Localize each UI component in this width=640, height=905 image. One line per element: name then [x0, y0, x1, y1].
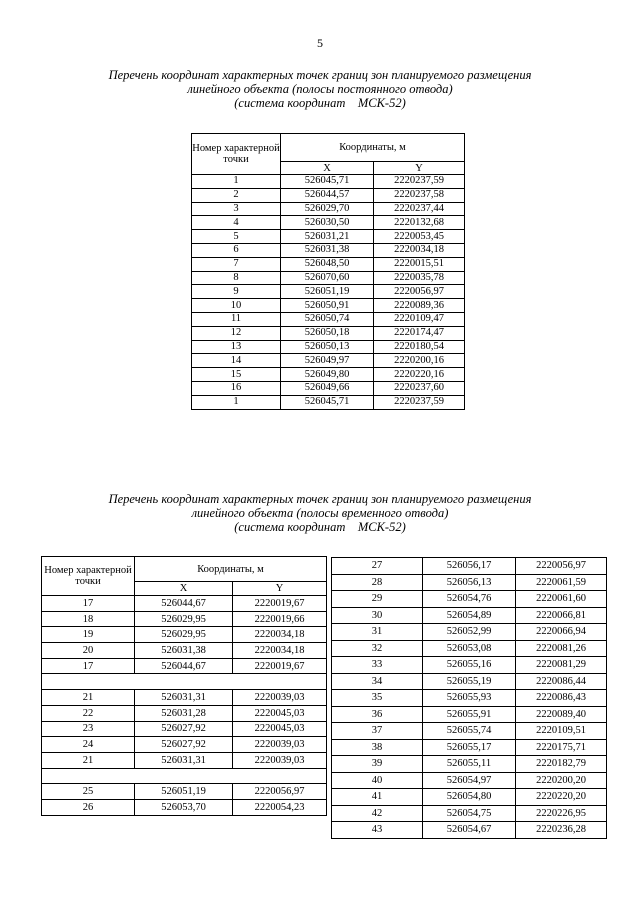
x-cell: 526056,17 — [423, 558, 516, 575]
table-body — [332, 558, 607, 839]
page-number: 5 — [317, 36, 323, 50]
y-cell: 2220066,81 — [516, 607, 607, 624]
x-cell: 526054,75 — [423, 805, 516, 822]
table-row — [332, 591, 607, 608]
y-cell: 2220175,71 — [516, 739, 607, 756]
table-row — [332, 789, 607, 806]
y-cell: 2220089,36 — [374, 299, 465, 313]
header-y: Y — [233, 582, 327, 596]
table-row — [42, 596, 327, 612]
x-cell: 526031,38 — [281, 243, 374, 257]
y-cell: 2220081,26 — [516, 640, 607, 657]
table-row — [42, 721, 327, 737]
point-number-cell: 4 — [192, 216, 281, 230]
table-row — [42, 611, 327, 627]
point-number-cell: 1 — [192, 395, 281, 409]
x-cell: 526027,92 — [135, 737, 233, 753]
table-row — [192, 188, 465, 202]
point-number-cell: 19 — [42, 627, 135, 643]
point-number-cell: 16 — [192, 381, 281, 395]
x-cell: 526048,50 — [281, 257, 374, 271]
table-row — [332, 690, 607, 707]
x-cell: 526031,31 — [135, 752, 233, 768]
point-number-cell: 30 — [332, 607, 423, 624]
x-cell: 526031,31 — [135, 690, 233, 706]
y-cell: 2220045,03 — [233, 721, 327, 737]
y-cell: 2220089,40 — [516, 706, 607, 723]
y-cell: 2220237,44 — [374, 202, 465, 216]
x-cell: 526049,66 — [281, 381, 374, 395]
y-cell: 2220056,97 — [374, 285, 465, 299]
table-row — [42, 784, 327, 800]
y-cell: 2220174,47 — [374, 326, 465, 340]
table-row — [192, 340, 465, 354]
heading-line: Перечень координат характерных точек границ зон планируемого размещения — [108, 492, 532, 506]
y-cell: 2220237,59 — [374, 395, 465, 409]
y-cell: 2220237,60 — [374, 381, 465, 395]
table-row — [192, 354, 465, 368]
y-cell: 2220220,20 — [516, 789, 607, 806]
table-row — [42, 690, 327, 706]
y-cell: 2220182,79 — [516, 756, 607, 773]
point-number-cell: 32 — [332, 640, 423, 657]
header-x: X — [135, 582, 233, 596]
x-cell: 526027,92 — [135, 721, 233, 737]
table-row — [332, 822, 607, 839]
header-coords: Координаты, м — [135, 557, 327, 582]
y-cell: 2220180,54 — [374, 340, 465, 354]
table-row — [42, 658, 327, 674]
table-row — [42, 705, 327, 721]
point-number-cell: 43 — [332, 822, 423, 839]
table-row — [42, 674, 327, 690]
y-cell: 2220019,66 — [233, 611, 327, 627]
y-cell: 2220056,97 — [516, 558, 607, 575]
table-row — [332, 756, 607, 773]
x-cell: 526050,18 — [281, 326, 374, 340]
y-cell: 2220039,03 — [233, 690, 327, 706]
y-cell: 2220053,45 — [374, 230, 465, 244]
point-number-cell: 41 — [332, 789, 423, 806]
table-row — [192, 285, 465, 299]
point-number-cell: 2 — [192, 188, 281, 202]
table-row — [192, 395, 465, 409]
table-row — [332, 657, 607, 674]
y-cell: 2220200,16 — [374, 354, 465, 368]
heading-line: (система координат МСК-52) — [234, 520, 406, 534]
x-cell: 526053,08 — [423, 640, 516, 657]
y-cell: 2220237,58 — [374, 188, 465, 202]
x-cell: 526050,74 — [281, 312, 374, 326]
point-number-cell: 10 — [192, 299, 281, 313]
table-row — [332, 673, 607, 690]
point-number-cell: 6 — [192, 243, 281, 257]
x-cell: 526050,91 — [281, 299, 374, 313]
point-number-cell: 27 — [332, 558, 423, 575]
table-row — [192, 312, 465, 326]
table-row — [42, 768, 327, 784]
y-cell: 2220039,03 — [233, 752, 327, 768]
point-number-cell: 31 — [332, 624, 423, 641]
y-cell: 2220019,67 — [233, 596, 327, 612]
x-cell: 526050,13 — [281, 340, 374, 354]
table-row — [332, 723, 607, 740]
point-number-cell: 13 — [192, 340, 281, 354]
table-row — [192, 368, 465, 382]
point-number-cell: 37 — [332, 723, 423, 740]
point-number-cell: 29 — [332, 591, 423, 608]
y-cell: 2220056,97 — [233, 784, 327, 800]
point-number-cell: 23 — [42, 721, 135, 737]
point-number-cell: 15 — [192, 368, 281, 382]
y-cell: 2220237,59 — [374, 175, 465, 189]
x-cell: 526055,93 — [423, 690, 516, 707]
separator-cell — [42, 674, 327, 690]
y-cell: 2220015,51 — [374, 257, 465, 271]
point-number-cell: 40 — [332, 772, 423, 789]
table-row — [42, 737, 327, 753]
x-cell: 526055,17 — [423, 739, 516, 756]
x-cell: 526054,80 — [423, 789, 516, 806]
x-cell: 526055,16 — [423, 657, 516, 674]
x-cell: 526049,80 — [281, 368, 374, 382]
table-row — [192, 230, 465, 244]
y-cell: 2220034,18 — [233, 627, 327, 643]
x-cell: 526029,70 — [281, 202, 374, 216]
heading-line: линейного объекта (полосы временного отвода) — [191, 506, 449, 520]
table-row — [42, 643, 327, 659]
x-cell: 526070,60 — [281, 271, 374, 285]
point-number-cell: 14 — [192, 354, 281, 368]
heading-line: Перечень координат характерных точек границ зон планируемого размещения — [108, 68, 532, 82]
y-cell: 2220066,94 — [516, 624, 607, 641]
table-row — [192, 326, 465, 340]
table-row — [42, 752, 327, 768]
y-cell: 2220034,18 — [233, 643, 327, 659]
header-point-number: Номер характерной точки — [42, 557, 135, 596]
y-cell: 2220034,18 — [374, 243, 465, 257]
table-row — [332, 574, 607, 591]
table-row — [332, 739, 607, 756]
x-cell: 526053,70 — [135, 799, 233, 815]
table-body — [192, 175, 465, 410]
header-x: X — [281, 162, 374, 175]
x-cell: 526045,71 — [281, 175, 374, 189]
table-row — [332, 772, 607, 789]
point-number-cell: 11 — [192, 312, 281, 326]
table-row — [192, 271, 465, 285]
x-cell: 526054,89 — [423, 607, 516, 624]
y-cell: 2220086,43 — [516, 690, 607, 707]
point-number-cell: 12 — [192, 326, 281, 340]
point-number-cell: 20 — [42, 643, 135, 659]
point-number-cell: 39 — [332, 756, 423, 773]
y-cell: 2220226,95 — [516, 805, 607, 822]
table-row — [332, 607, 607, 624]
point-number-cell: 22 — [42, 705, 135, 721]
x-cell: 526054,67 — [423, 822, 516, 839]
table-row — [332, 706, 607, 723]
point-number-cell: 17 — [42, 596, 135, 612]
header-point-number: Номер характерной точки — [192, 134, 281, 175]
heading-permanent — [0, 68, 640, 110]
point-number-cell: 36 — [332, 706, 423, 723]
table-row — [192, 243, 465, 257]
x-cell: 526044,57 — [281, 188, 374, 202]
separator-cell — [42, 768, 327, 784]
heading-line: линейного объекта (полосы постоянного отвода) — [187, 82, 453, 96]
x-cell: 526029,95 — [135, 611, 233, 627]
point-number-cell: 18 — [42, 611, 135, 627]
point-number-cell: 9 — [192, 285, 281, 299]
point-number-cell: 35 — [332, 690, 423, 707]
point-number-cell: 5 — [192, 230, 281, 244]
y-cell: 2220220,16 — [374, 368, 465, 382]
point-number-cell: 38 — [332, 739, 423, 756]
point-number-cell: 3 — [192, 202, 281, 216]
x-cell: 526055,19 — [423, 673, 516, 690]
coords-table-temporary-left — [41, 556, 327, 816]
table-row — [42, 799, 327, 815]
y-cell: 2220109,51 — [516, 723, 607, 740]
x-cell: 526055,11 — [423, 756, 516, 773]
point-number-cell: 17 — [42, 658, 135, 674]
table-body — [42, 596, 327, 816]
y-cell: 2220039,03 — [233, 737, 327, 753]
x-cell: 526031,21 — [281, 230, 374, 244]
table-row — [192, 175, 465, 189]
y-cell: 2220086,44 — [516, 673, 607, 690]
table-row — [192, 216, 465, 230]
point-number-cell: 33 — [332, 657, 423, 674]
coords-table-permanent — [191, 133, 465, 410]
table-row — [192, 202, 465, 216]
y-cell: 2220019,67 — [233, 658, 327, 674]
y-cell: 2220054,23 — [233, 799, 327, 815]
point-number-cell: 25 — [42, 784, 135, 800]
y-cell: 2220109,47 — [374, 312, 465, 326]
x-cell: 526045,71 — [281, 395, 374, 409]
y-cell: 2220061,59 — [516, 574, 607, 591]
x-cell: 526051,19 — [135, 784, 233, 800]
table-row — [332, 805, 607, 822]
table-row — [192, 381, 465, 395]
point-number-cell: 21 — [42, 690, 135, 706]
x-cell: 526049,97 — [281, 354, 374, 368]
coords-table-temporary-right — [331, 557, 607, 839]
x-cell: 526051,19 — [281, 285, 374, 299]
y-cell: 2220035,78 — [374, 271, 465, 285]
table-row — [332, 558, 607, 575]
x-cell: 526031,38 — [135, 643, 233, 659]
point-number-cell: 7 — [192, 257, 281, 271]
point-number-cell: 21 — [42, 752, 135, 768]
point-number-cell: 24 — [42, 737, 135, 753]
y-cell: 2220200,20 — [516, 772, 607, 789]
y-cell: 2220236,28 — [516, 822, 607, 839]
y-cell: 2220132,68 — [374, 216, 465, 230]
x-cell: 526031,28 — [135, 705, 233, 721]
x-cell: 526056,13 — [423, 574, 516, 591]
point-number-cell: 26 — [42, 799, 135, 815]
x-cell: 526029,95 — [135, 627, 233, 643]
point-number-cell: 42 — [332, 805, 423, 822]
table-row — [332, 624, 607, 641]
x-cell: 526052,99 — [423, 624, 516, 641]
x-cell: 526044,67 — [135, 596, 233, 612]
heading-line: (система координат МСК-52) — [234, 96, 406, 110]
table-row — [332, 640, 607, 657]
x-cell: 526054,97 — [423, 772, 516, 789]
x-cell: 526030,50 — [281, 216, 374, 230]
table-row — [192, 299, 465, 313]
point-number-cell: 28 — [332, 574, 423, 591]
header-y: Y — [374, 162, 465, 175]
table-row — [42, 627, 327, 643]
point-number-cell: 34 — [332, 673, 423, 690]
point-number-cell: 1 — [192, 175, 281, 189]
point-number-cell: 8 — [192, 271, 281, 285]
x-cell: 526055,74 — [423, 723, 516, 740]
x-cell: 526054,76 — [423, 591, 516, 608]
y-cell: 2220081,29 — [516, 657, 607, 674]
x-cell: 526044,67 — [135, 658, 233, 674]
table-row — [192, 257, 465, 271]
y-cell: 2220061,60 — [516, 591, 607, 608]
heading-temporary — [0, 492, 640, 534]
header-coords: Координаты, м — [281, 134, 465, 162]
x-cell: 526055,91 — [423, 706, 516, 723]
y-cell: 2220045,03 — [233, 705, 327, 721]
